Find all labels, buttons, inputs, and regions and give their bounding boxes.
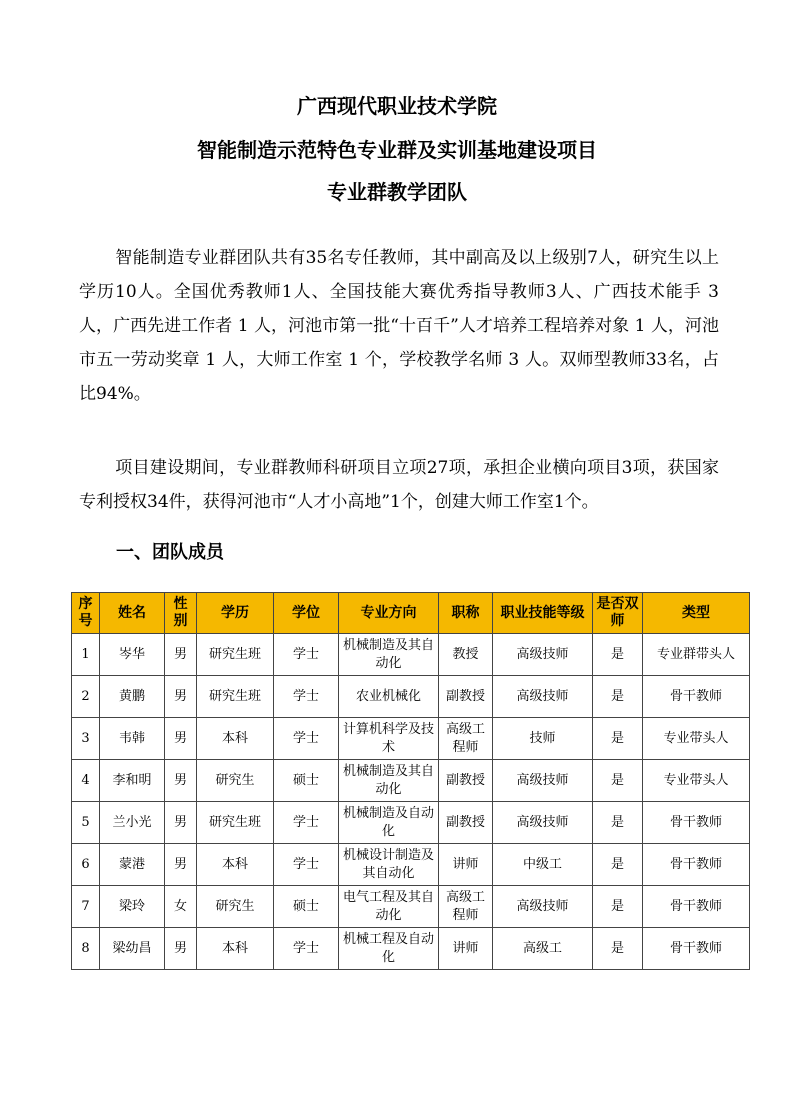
cell-index: 3 bbox=[72, 718, 100, 760]
col-header-dual-teacher: 是否双师 bbox=[593, 593, 643, 634]
cell-skill-level: 中级工 bbox=[493, 844, 593, 886]
cell-education: 研究生 bbox=[197, 886, 274, 928]
cell-dual-teacher: 是 bbox=[593, 760, 643, 802]
cell-major: 机械制造及自动化 bbox=[339, 802, 439, 844]
project-paragraph bbox=[79, 451, 719, 519]
cell-index: 1 bbox=[72, 634, 100, 676]
col-header-title: 职称 bbox=[439, 593, 493, 634]
table-body bbox=[72, 634, 750, 970]
col-header-degree: 学位 bbox=[274, 593, 339, 634]
cell-title: 讲师 bbox=[439, 844, 493, 886]
cell-education: 研究生班 bbox=[197, 802, 274, 844]
cell-skill-level: 高级技师 bbox=[493, 886, 593, 928]
cell-type: 专业带头人 bbox=[643, 760, 750, 802]
cell-education: 研究生班 bbox=[197, 634, 274, 676]
cell-title: 副教授 bbox=[439, 760, 493, 802]
cell-dual-teacher: 是 bbox=[593, 718, 643, 760]
table-row bbox=[72, 886, 750, 928]
cell-major: 机械制造及其自动化 bbox=[339, 760, 439, 802]
cell-degree: 学士 bbox=[274, 718, 339, 760]
cell-major: 机械工程及自动化 bbox=[339, 928, 439, 970]
cell-gender: 女 bbox=[165, 886, 197, 928]
cell-skill-level: 高级技师 bbox=[493, 802, 593, 844]
cell-type: 骨干教师 bbox=[643, 676, 750, 718]
cell-degree: 学士 bbox=[274, 634, 339, 676]
team-members-table bbox=[71, 592, 750, 970]
doc-title-project: 智能制造示范特色专业群及实训基地建设项目 bbox=[197, 138, 597, 162]
cell-name: 韦韩 bbox=[100, 718, 165, 760]
cell-skill-level: 高级技师 bbox=[493, 676, 593, 718]
cell-skill-level: 高级技师 bbox=[493, 634, 593, 676]
cell-name: 黄鹏 bbox=[100, 676, 165, 718]
project-paragraph-text: 项目建设期间，专业群教师科研项目立项27项，承担企业横向项目3项，获国家专利授权34件，获得河池市“人才小高地”1个，创建大师工作室1个。 bbox=[79, 458, 719, 512]
cell-dual-teacher: 是 bbox=[593, 676, 643, 718]
cell-major: 农业机械化 bbox=[339, 676, 439, 718]
doc-title-team: 专业群教学团队 bbox=[327, 180, 467, 204]
cell-type: 骨干教师 bbox=[643, 802, 750, 844]
table-header-row bbox=[72, 593, 750, 634]
cell-gender: 男 bbox=[165, 718, 197, 760]
cell-title: 副教授 bbox=[439, 802, 493, 844]
cell-type: 专业带头人 bbox=[643, 718, 750, 760]
cell-dual-teacher: 是 bbox=[593, 928, 643, 970]
cell-dual-teacher: 是 bbox=[593, 886, 643, 928]
cell-gender: 男 bbox=[165, 928, 197, 970]
cell-name: 岑华 bbox=[100, 634, 165, 676]
table-row bbox=[72, 844, 750, 886]
cell-gender: 男 bbox=[165, 760, 197, 802]
cell-education: 本科 bbox=[197, 928, 274, 970]
cell-skill-level: 高级技师 bbox=[493, 760, 593, 802]
cell-education: 研究生 bbox=[197, 760, 274, 802]
cell-name: 梁幼昌 bbox=[100, 928, 165, 970]
cell-index: 7 bbox=[72, 886, 100, 928]
doc-title-institution: 广西现代职业技术学院 bbox=[297, 94, 497, 118]
cell-index: 2 bbox=[72, 676, 100, 718]
cell-title: 教授 bbox=[439, 634, 493, 676]
col-header-name: 姓名 bbox=[100, 593, 165, 634]
cell-gender: 男 bbox=[165, 676, 197, 718]
intro-paragraph-text: 智能制造专业群团队共有35名专任教师，其中副高及以上级别7人，研究生以上学历10人。全国优秀教师1人、全国技能大赛优秀指导教师3人、广西技术能手 3 人，广西先进工作者 1 人，河池市第一批“十百千”人才培养工程培养对象 1 人，河池市五一劳动奖章 1 人，大师工作室 1 个，学校教学名师 3 人。双师型教师33名，占比94%。 bbox=[79, 248, 719, 404]
cell-type: 骨干教师 bbox=[643, 844, 750, 886]
cell-index: 5 bbox=[72, 802, 100, 844]
cell-major: 机械设计制造及其自动化 bbox=[339, 844, 439, 886]
cell-index: 6 bbox=[72, 844, 100, 886]
cell-title: 副教授 bbox=[439, 676, 493, 718]
cell-education: 本科 bbox=[197, 844, 274, 886]
cell-dual-teacher: 是 bbox=[593, 634, 643, 676]
table-row bbox=[72, 676, 750, 718]
cell-index: 8 bbox=[72, 928, 100, 970]
cell-title: 讲师 bbox=[439, 928, 493, 970]
cell-degree: 硕士 bbox=[274, 760, 339, 802]
cell-skill-level: 技师 bbox=[493, 718, 593, 760]
cell-name: 兰小光 bbox=[100, 802, 165, 844]
cell-education: 本科 bbox=[197, 718, 274, 760]
cell-education: 研究生班 bbox=[197, 676, 274, 718]
table-row bbox=[72, 802, 750, 844]
table-row bbox=[72, 718, 750, 760]
cell-major: 机械制造及其自动化 bbox=[339, 634, 439, 676]
cell-title: 高级工程师 bbox=[439, 718, 493, 760]
cell-major: 电气工程及其自动化 bbox=[339, 886, 439, 928]
intro-paragraph bbox=[79, 241, 719, 411]
col-header-skill-level: 职业技能等级 bbox=[493, 593, 593, 634]
col-header-education: 学历 bbox=[197, 593, 274, 634]
cell-index: 4 bbox=[72, 760, 100, 802]
table-row bbox=[72, 760, 750, 802]
cell-type: 专业群带头人 bbox=[643, 634, 750, 676]
col-header-index: 序号 bbox=[72, 593, 100, 634]
cell-degree: 学士 bbox=[274, 676, 339, 718]
cell-dual-teacher: 是 bbox=[593, 802, 643, 844]
table-row bbox=[72, 928, 750, 970]
cell-degree: 学士 bbox=[274, 844, 339, 886]
cell-gender: 男 bbox=[165, 802, 197, 844]
cell-skill-level: 高级工 bbox=[493, 928, 593, 970]
cell-dual-teacher: 是 bbox=[593, 844, 643, 886]
cell-degree: 学士 bbox=[274, 928, 339, 970]
col-header-type: 类型 bbox=[643, 593, 750, 634]
cell-name: 蒙港 bbox=[100, 844, 165, 886]
section-heading-team-members: 一、团队成员 bbox=[116, 542, 224, 563]
cell-degree: 学士 bbox=[274, 802, 339, 844]
col-header-major: 专业方向 bbox=[339, 593, 439, 634]
cell-gender: 男 bbox=[165, 844, 197, 886]
cell-major: 计算机科学及技术 bbox=[339, 718, 439, 760]
cell-gender: 男 bbox=[165, 634, 197, 676]
cell-type: 骨干教师 bbox=[643, 928, 750, 970]
cell-type: 骨干教师 bbox=[643, 886, 750, 928]
cell-title: 高级工程师 bbox=[439, 886, 493, 928]
col-header-gender: 性别 bbox=[165, 593, 197, 634]
cell-name: 李和明 bbox=[100, 760, 165, 802]
cell-name: 梁玲 bbox=[100, 886, 165, 928]
cell-degree: 硕士 bbox=[274, 886, 339, 928]
table-row bbox=[72, 634, 750, 676]
